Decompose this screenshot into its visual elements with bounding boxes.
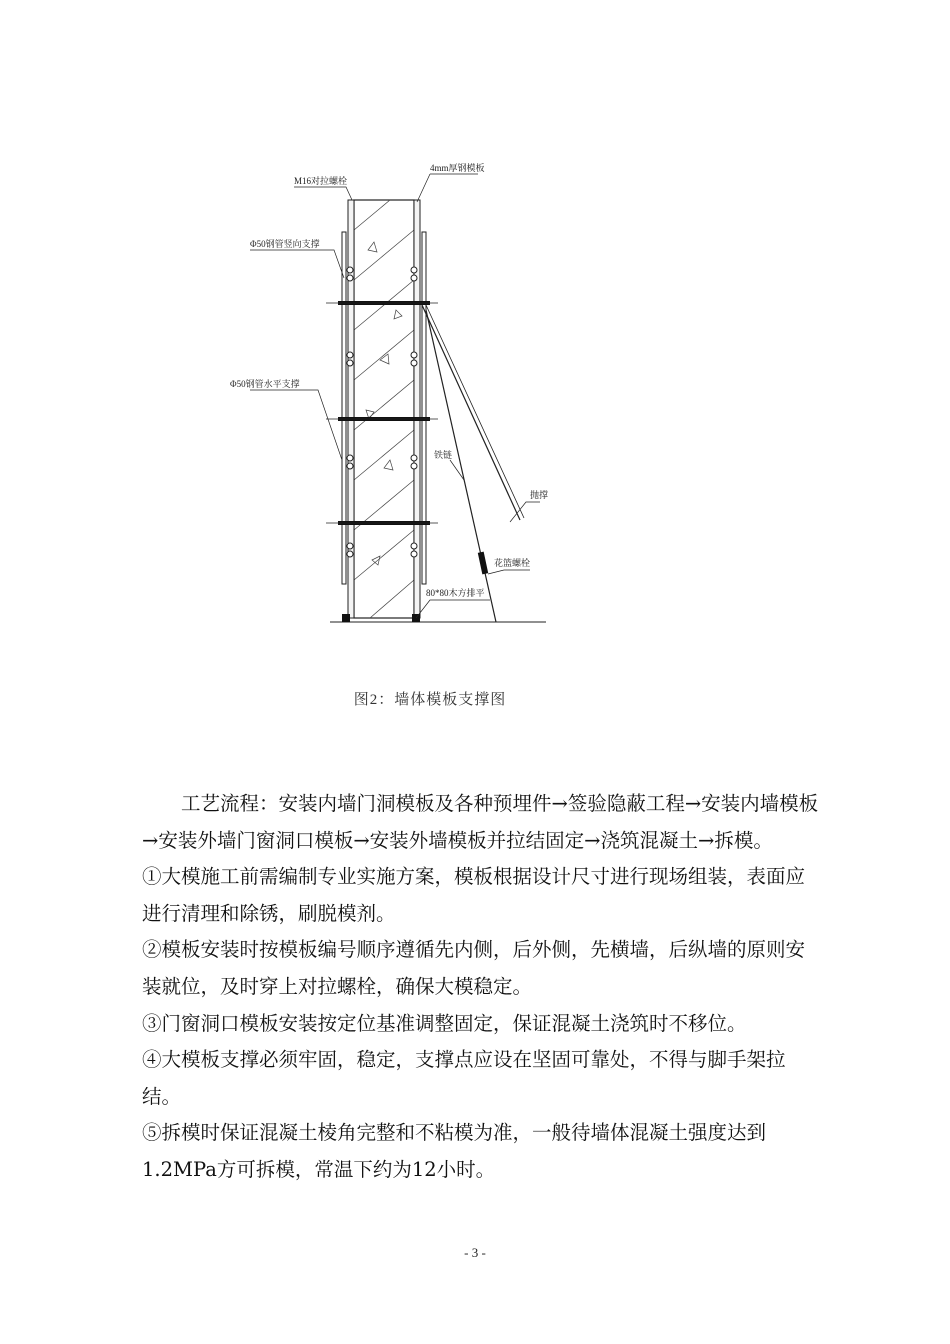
chain-label: 铁链 xyxy=(434,450,453,460)
timber-label: 80*80木方排平 xyxy=(426,588,485,598)
turnbuckle-shape xyxy=(478,552,488,575)
turnbuckle-label: 花篮螺栓 xyxy=(494,558,531,568)
horizontal-pipe-label: Φ50钢管水平支撑 xyxy=(230,379,300,389)
strut-line xyxy=(422,305,520,520)
step-5-paragraph: ⑤拆模时保证混凝土棱角完整和不粘模为准，一般待墙体混凝土强度达到1.2MPa方可拆模，常温下约为12小时。 xyxy=(142,1121,767,1181)
strut-label: 抛撑 xyxy=(530,490,549,500)
step-4-paragraph: ④大模板支撑必须牢固，稳定，支撑点应设在坚固可靠处，不得与脚手架拉结。 xyxy=(142,1048,786,1108)
right-vertical-pipe xyxy=(422,232,426,584)
step-2-paragraph: ②模板安装时按模板编号顺序遵循先内侧，后外侧，先横墙，后纵墙的原则安装就位，及时穿上对拉螺栓，确保大模稳定。 xyxy=(142,938,806,998)
left-vertical-pipe xyxy=(342,232,346,584)
process-flow-paragraph: 工艺流程：安装内墙门洞模板及各种预埋件→签验隐蔽工程→安装内墙模板→安装外墙门窗洞口模板→安装外墙模板并拉结固定→浇筑混凝土→拆模。 xyxy=(142,792,819,852)
step-1-paragraph: ①大模施工前需编制专业实施方案，模板根据设计尺寸进行现场组装，表面应进行清理和除锈，刷脱模剂。 xyxy=(142,865,806,925)
steel-plate-label: 4mm厚钢模板 xyxy=(430,163,485,173)
left-timber-pad xyxy=(342,614,350,622)
step-3-paragraph: ③门窗洞口模板安装按定位基准调整固定，保证混凝土浇筑时不移位。 xyxy=(142,1011,747,1035)
chain-line xyxy=(426,310,496,622)
wall-formwork-support-diagram xyxy=(230,160,560,630)
figure-caption: 图2：墙体模板支撑图 xyxy=(353,692,507,708)
tie-bolt-label: M16对拉螺栓 xyxy=(294,176,348,186)
vertical-pipe-label: Φ50钢管竖向支撑 xyxy=(250,239,320,249)
page-number: - 3 - xyxy=(464,1245,486,1260)
body-text xyxy=(142,786,822,1189)
strut-line-2 xyxy=(426,305,524,518)
